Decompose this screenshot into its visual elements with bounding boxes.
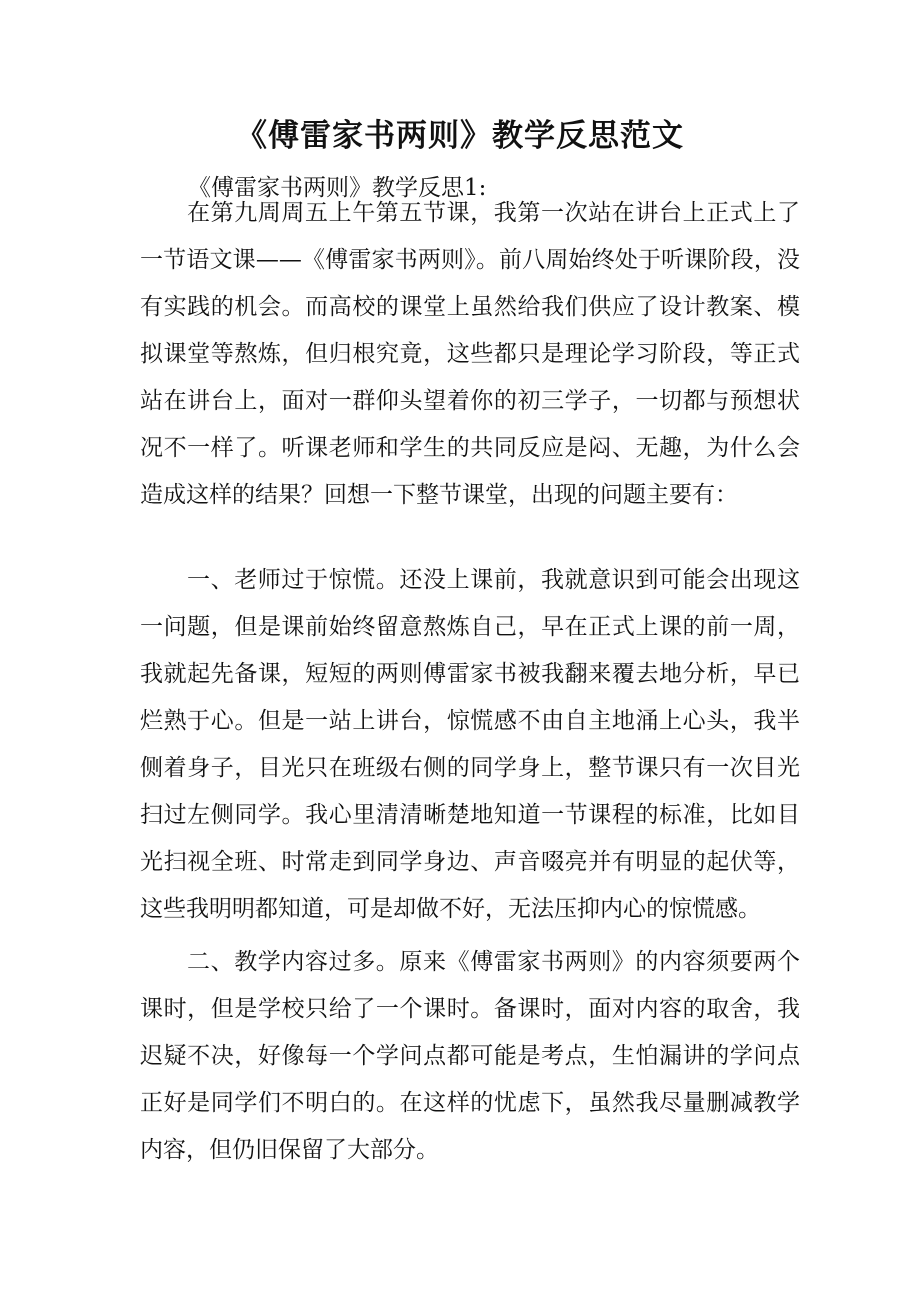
section-heading: 《傅雷家书两则》教学反思1: [188,175,487,201]
document-title: 《傅雷家书两则》教学反思范文 [236,118,684,154]
paragraph-point-one: 一、老师过于惊慌。还没上课前，我就意识到可能会出现这一问题，但是课前始终留意熬炼自己，早在正式上课的前一周，我就起先备课，短短的两则傅雷家书被我翻来覆去地分析，早已烂熟于心。但是一站上讲台，惊慌感不由自主地涌上心头，我半侧着身子，目光只在班级右侧的同学身上，整节课只有一次目光扫过左侧同学。我心里清清晰楚地知道一节课程的标准，比如目光扫视全班、时常走到同学身边、声音啜亮并有明显的起伏等，这些我明明都知道，可是却做不好，无法压抑内心的惊慌感。 [140,567,800,922]
paragraph-point-two: 二、教学内容过多。原来《傅雷家书两则》的内容须要两个课时，但是学校只给了一个课时。备课时，面对内容的取舍，我迟疑不决，好像每一个学问点都可能是考点，生怕漏讲的学问点正好是同学们不明白的。在这样的忧虑下，虽然我尽量删减教学内容，但仍旧保留了大部分。 [140,949,800,1163]
paragraph-intro: 在第九周周五上午第五节课，我第一次站在讲台上正式上了一节语文课——《傅雷家书两则》。前八周始终处于听课阶段，没有实践的机会。而高校的课堂上虽然给我们供应了设计教案、模拟课堂等熬炼，但归根究竟，这些都只是理论学习阶段，等正式站在讲台上，面对一群仰头望着你的初三学子，一切都与预想状况不一样了。听课老师和学生的共同反应是闷、无趣，为什么会造成这样的结果？回想一下整节课堂，出现的问题主要有： [140,200,800,508]
